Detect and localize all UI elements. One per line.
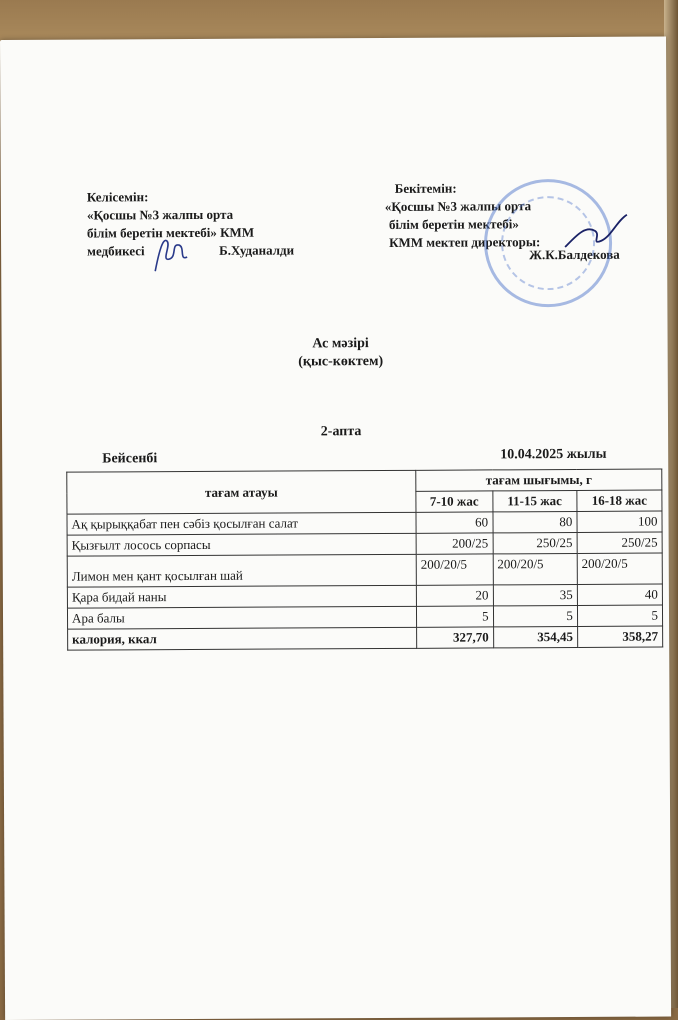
dish-name: Ара балы: [67, 606, 416, 629]
portion-value: 5: [493, 605, 577, 626]
col-header-yield: тағам шығымы, г: [416, 469, 662, 491]
portion-value: 250/25: [577, 532, 662, 553]
age-header: 11-15 жас: [492, 490, 576, 511]
portion-value: 200/20/5: [493, 553, 577, 584]
approve-right-role: КММ мектеп директоры:: [389, 234, 541, 250]
portion-value: 60: [416, 512, 493, 533]
approve-left-org1: «Қосшы №3 жалпы орта: [86, 206, 234, 223]
col-header-name: тағам атауы: [67, 470, 416, 514]
age-header: 16-18 жас: [577, 490, 662, 511]
total-row: [68, 626, 663, 650]
day-label: Бейсенбі: [102, 451, 158, 467]
total-label: калория, ккал: [68, 627, 417, 650]
total-value: 358,27: [577, 626, 662, 647]
approve-left-name: Б.Худаналди: [219, 242, 295, 258]
portion-value: 5: [416, 606, 493, 627]
portion-value: 40: [577, 584, 662, 605]
menu-title: Ас мәзірі: [312, 336, 369, 352]
dish-name: Лимон мен қант қосылған шай: [67, 554, 416, 587]
portion-value: 200/20/5: [416, 554, 493, 585]
dish-name: Қызғылт лосось сорпасы: [67, 533, 416, 556]
portion-value: 250/25: [493, 532, 577, 553]
dish-name: Қара бидай наны: [67, 585, 416, 608]
approve-right-name: Ж.К.Балдекова: [529, 246, 620, 263]
document-page: [0, 37, 671, 1020]
menu-season: (қыс-көктем): [298, 353, 384, 370]
portion-value: 35: [493, 584, 577, 605]
portion-value: 100: [577, 511, 662, 532]
approve-left-org2: білім беретін мектебі» КММ: [86, 224, 255, 241]
total-value: 327,70: [417, 627, 494, 648]
approve-right-label: Бекітемін:: [394, 180, 457, 196]
approve-left-label: Келісемін:: [86, 189, 149, 205]
menu-week: 2-апта: [320, 424, 362, 440]
age-header: 7-10 жас: [416, 491, 493, 512]
table-row: [67, 553, 662, 587]
dish-name: Ақ қырыққабат пен сәбіз қосылған салат: [67, 512, 416, 535]
date-label: 10.04.2025 жылы: [500, 446, 607, 463]
signature-left-icon: [149, 231, 191, 277]
approve-left-role: медбикесі: [87, 243, 145, 259]
menu-table: [66, 469, 663, 651]
total-value: 354,45: [493, 626, 577, 647]
approve-right-org1: «Қосшы №3 жалпы орта: [384, 198, 532, 214]
portion-value: 200/20/5: [577, 553, 662, 584]
portion-value: 5: [577, 605, 662, 626]
portion-value: 80: [493, 511, 577, 532]
portion-value: 200/25: [416, 533, 493, 554]
portion-value: 20: [416, 585, 493, 606]
approve-right-org2: білім беретін мектебі»: [388, 216, 519, 232]
signature-right-icon: [561, 207, 631, 257]
